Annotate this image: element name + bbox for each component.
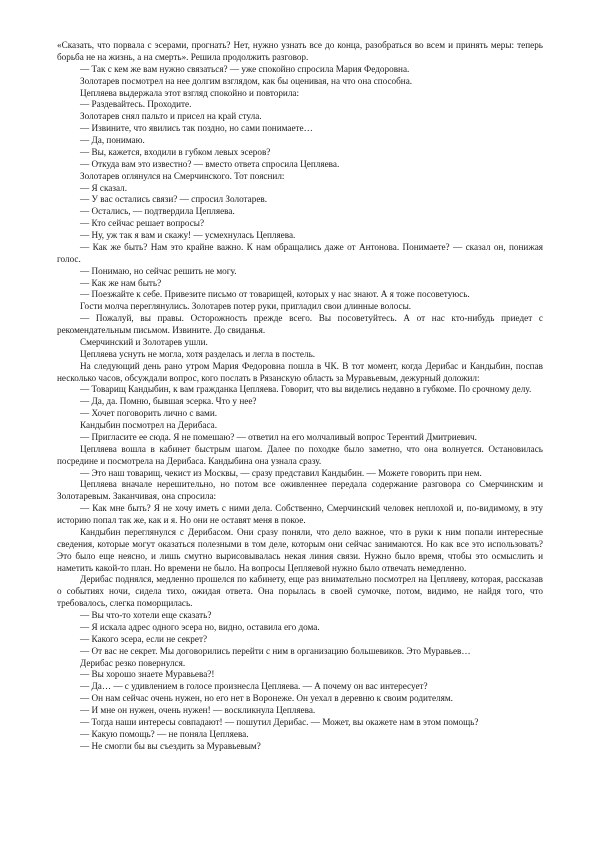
paragraph: — От вас не секрет. Мы договорились перейти с ним в организацию большевиков. Это Муравьев… xyxy=(80,645,471,656)
paragraph: — Раздевайтесь. Проходите. xyxy=(80,99,192,110)
paragraph: — Да, да. Помню, бывшая эсерка. Что у нее? xyxy=(80,396,257,407)
paragraph: — Так с кем же вам нужно связаться? — уже спокойно спросила Мария Федоровна. xyxy=(80,63,410,74)
paragraph: — Как же нам быть? xyxy=(80,277,162,288)
paragraph: На следующий день рано утром Мария Федоровна пошла в ЧК. В тот момент, когда Дерибас и Кандыбин, поспав несколько часов, обсуждали вопрос, кого послать в Рязанскую область за Муравьевым, дежурный доложил: xyxy=(57,360,543,383)
paragraph: — Да… — с удивлением в голосе произнесла Цепляева. — А почему он вас интересует? xyxy=(80,681,428,692)
paragraph: — Хочет поговорить лично с вами. xyxy=(80,408,218,419)
paragraph: — У вас остались связи? — спросил Золотарев. xyxy=(80,194,268,205)
paragraph: — Он нам сейчас очень нужен, но его нет в Воронеже. Он уехал в деревню к своим родителям. xyxy=(80,693,453,704)
paragraph: — И мне он нужен, очень нужен! — воскликнула Цепляева. xyxy=(80,705,316,715)
paragraph: — Вы хорошо знаете Муравьева?! xyxy=(80,669,215,680)
paragraph: — Какую помощь? — не поняла Цепляева. xyxy=(80,728,249,739)
paragraph: — Остались, — подтвердила Цепляева. xyxy=(80,206,235,217)
paragraph: — Как мне быть? Я не хочу иметь с ними дела. Собственно, Смерчинский человек неплохой и, по-видимому, в эту историю попал так же, как и я. Но они не оставят меня в покое. xyxy=(57,503,543,525)
paragraph: Цепляева вначале нерешительно, но потом все оживленнее передала содержание разговора со Смерчинским и Золотаревым. Заканчивая, она спросила: xyxy=(57,479,543,502)
paragraph: — Понимаю, но сейчас решить не могу. xyxy=(80,265,237,276)
paragraph: Цепляева уснуть не могла, хотя разделась и легла в постель. xyxy=(80,348,316,359)
paragraph: — Пожалуй, вы правы. Осторожность прежде всего. Вы посоветуйтесь. А от нас кто-нибудь приедет с рекомендательным письмом. Извините. До свиданья. xyxy=(57,313,543,335)
paragraph: — Я сказал. xyxy=(80,182,128,193)
paragraph: — Я искала адрес одного эсера но, видно, оставила его дома. xyxy=(80,621,320,632)
paragraph: Кандыбин посмотрел на Дерибаса. xyxy=(80,420,218,430)
paragraph: — Какого эсера, если не секрет? xyxy=(80,633,208,644)
paragraph: Золотарев оглянулся на Смерчинского. Тот пояснил: xyxy=(80,170,285,181)
paragraph: Золотарев снял пальто и присел на край стула. xyxy=(80,111,262,122)
paragraph: — Ну, уж так я вам и скажу! — усмехнулась Цепляева. xyxy=(80,230,296,240)
paragraph: Кандыбин переглянулся с Дерибасом. Они сразу поняли, что дело важное, что в руки к ним попали интересные сведения, которые могут оказаться полезными в том деле, которым они сейчас занимаются. Но как все это использовать? Это было еще неясно, и лишь смутно вырисовывалась некая линия связи. Нужно было время, чтобы это осмыслить и наметить какой-то план. Но времени не было. На вопросы Цепляевой нужно было отвечать немедленно. xyxy=(57,526,543,573)
document-page xyxy=(57,40,543,753)
paragraph: — Вы, кажется, входили в губком левых эсеров? xyxy=(80,146,271,157)
paragraph: Цепляева выдержала этот взгляд спокойно и повторила: xyxy=(80,87,300,98)
paragraph: — Вы что-то хотели еще сказать? xyxy=(80,610,212,620)
paragraph: Цепляева вошла в кабинет быстрым шагом. Далее по походке было заметно, что она волнуется. Остановилась посредине и посмотрела на Дерибаса. Кандыбина она узнала сразу. xyxy=(57,443,543,466)
paragraph: Золотарев посмотрел на нее долгим взглядом, как бы оценивая, на что она способна. xyxy=(80,75,413,86)
paragraph: — Это наш товарищ, чекист из Москвы, — сразу представил Кандыбин. — Можете говорить при нем. xyxy=(80,467,482,478)
paragraph: — Пригласите ее сюда. Я не помешаю? — ответил на его молчаливый вопрос Терентий Дмитриевич. xyxy=(80,431,477,442)
paragraph: — Кто сейчас решает вопросы? xyxy=(80,218,205,229)
paragraph: — Товарищ Кандыбин, к вам гражданка Цепляева. Говорит, что вы виделись недавно в губкоме. По срочному делу. xyxy=(80,384,532,395)
paragraph: — Поезжайте к себе. Привезите письмо от товарищей, которых у нас знают. А я тоже посоветуюсь. xyxy=(80,289,470,300)
paragraph: — Да, понимаю. xyxy=(80,135,145,145)
paragraph: Дерибас резко повернулся. xyxy=(80,657,186,668)
paragraph: Гости молча переглянулись. Золотарев потер руки, пригладил свои длинные волосы. xyxy=(80,301,412,312)
paragraph: — Извините, что явились так поздно, но сами понимаете… xyxy=(80,123,313,134)
paragraph: Дерибас поднялся, медленно прошелся по кабинету, еще раз внимательно посмотрел на Цепляеву, которая, рассказав о событиях ночи, сидела тихо, ожидая ответа. Она порылась в своей сумочке, потом, видимо, не найдя того, что требовалось, слегка поморщилась. xyxy=(57,574,543,609)
paragraph: Смерчинский и Золотарев ушли. xyxy=(80,336,208,347)
paragraph: — Откуда вам это известно? — вместо ответа спросила Цепляева. xyxy=(80,158,340,169)
paragraph: — Как же быть? Нам это крайне важно. К нам обращались даже от Антонова. Понимаете? — сказал он, понижая голос. xyxy=(57,241,543,264)
paragraph: «Сказать, что порвала с эсерами, прогнать? Нет, нужно узнать все до конца, разобраться во всем и принять меры: теперь борьба не на жизнь, а на смерть». Решила продолжить разговор. xyxy=(57,40,543,62)
paragraph: — Тогда наши интересы совпадают! — пошутил Дерибас. — Может, вы окажете нам в этом помощь? xyxy=(80,716,479,727)
paragraph: — Не смогли бы вы съездить за Муравьевым? xyxy=(80,740,261,751)
